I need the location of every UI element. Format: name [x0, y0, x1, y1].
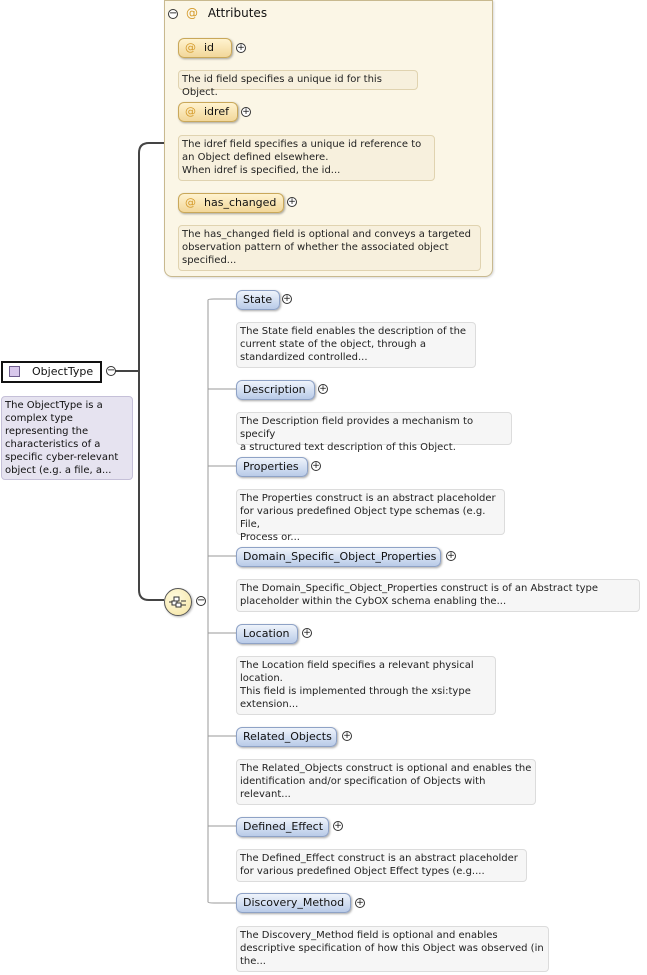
element-description-description: The Description field provides a mechanism to specify a structured text description of this Object. — [236, 412, 512, 445]
root-collapse-button[interactable]: − — [107, 365, 116, 376]
element-discovery-method[interactable]: Discovery_Method — [236, 893, 351, 913]
attribute-name: idref — [204, 105, 229, 118]
attribute-at-icon: @ — [185, 105, 196, 118]
attribute-at-icon: @ — [185, 41, 196, 54]
element-location-expand-button[interactable]: + — [303, 628, 311, 638]
sequence-icon — [165, 589, 191, 615]
element-properties-description: The Properties construct is an abstract placeholder for various predefined Object type schemas (e.g. File, Process or... — [236, 489, 505, 535]
element-properties[interactable]: Properties — [236, 457, 308, 477]
element-domain-specific-object-properties-description: The Domain_Specific_Object_Properties construct is of an Abstract type placeholder within the CybOX schema enabling the... — [236, 579, 640, 612]
element-location[interactable]: Location — [236, 624, 298, 644]
element-related-objects[interactable]: Related_Objects — [236, 727, 337, 747]
element-discovery-method-description: The Discovery_Method field is optional and enables descriptive specification of how this Object was observed (in the... — [236, 926, 549, 972]
element-domain-specific-object-properties[interactable]: Domain_Specific_Object_Properties — [236, 547, 441, 567]
attributes-collapse-button[interactable]: − — [169, 8, 178, 19]
attribute-id-expand-button[interactable]: + — [237, 43, 245, 53]
attribute-id-description: The id field specifies a unique id for this Object. — [178, 70, 418, 90]
element-state[interactable]: State — [236, 290, 280, 310]
attribute-has-changed-expand-button[interactable]: + — [288, 197, 296, 207]
attribute-name: has_changed — [204, 196, 277, 209]
attribute-idref[interactable] — [178, 102, 238, 122]
element-defined-effect-description: The Defined_Effect construct is an abstract placeholder for various predefined Object Effect types (e.g.... — [236, 849, 527, 882]
element-state-expand-button[interactable]: + — [283, 294, 291, 304]
sequence-collapse-button[interactable]: − — [197, 595, 206, 606]
attribute-name: id — [204, 41, 215, 54]
element-description-expand-button[interactable]: + — [319, 384, 327, 394]
element-properties-expand-button[interactable]: + — [312, 461, 320, 471]
root-element-description: The ObjectType is a complex type representing the characteristics of a specific cyber-relevant object (e.g. a file, a... — [1, 396, 133, 480]
sequence-compositor-icon[interactable] — [164, 588, 192, 616]
element-description[interactable]: Description — [236, 380, 315, 400]
attribute-idref-description: The idref field specifies a unique id reference to an Object defined elsewhere. When idref is specified, the id... — [178, 135, 435, 181]
attribute-at-icon: @ — [186, 6, 198, 20]
attributes-title: Attributes — [207, 6, 268, 20]
element-defined-effect-expand-button[interactable]: + — [334, 821, 342, 831]
element-related-objects-expand-button[interactable]: + — [343, 731, 351, 741]
element-discovery-method-expand-button[interactable]: + — [356, 898, 364, 908]
root-element-label: ObjectType — [32, 365, 94, 378]
element-domain-specific-object-properties-expand-button[interactable]: + — [447, 551, 455, 561]
element-location-description: The Location field specifies a relevant physical location. This field is implemented through the xsi:type extension... — [236, 656, 496, 715]
attribute-id[interactable] — [178, 38, 232, 58]
attribute-has-changed-description: The has_changed field is optional and conveys a targeted observation pattern of whether the associated object specified... — [178, 225, 481, 271]
attribute-idref-expand-button[interactable]: + — [242, 107, 250, 117]
attribute-has-changed[interactable] — [178, 193, 284, 213]
attributes-header — [186, 6, 267, 22]
element-related-objects-description: The Related_Objects construct is optional and enables the identification and/or specification of Objects with relevant... — [236, 759, 536, 805]
attribute-at-icon: @ — [185, 196, 196, 209]
element-state-description: The State field enables the description of the current state of the object, through a standardized controlled... — [236, 322, 476, 368]
element-defined-effect[interactable]: Defined_Effect — [236, 817, 329, 837]
complex-type-icon — [9, 366, 20, 377]
